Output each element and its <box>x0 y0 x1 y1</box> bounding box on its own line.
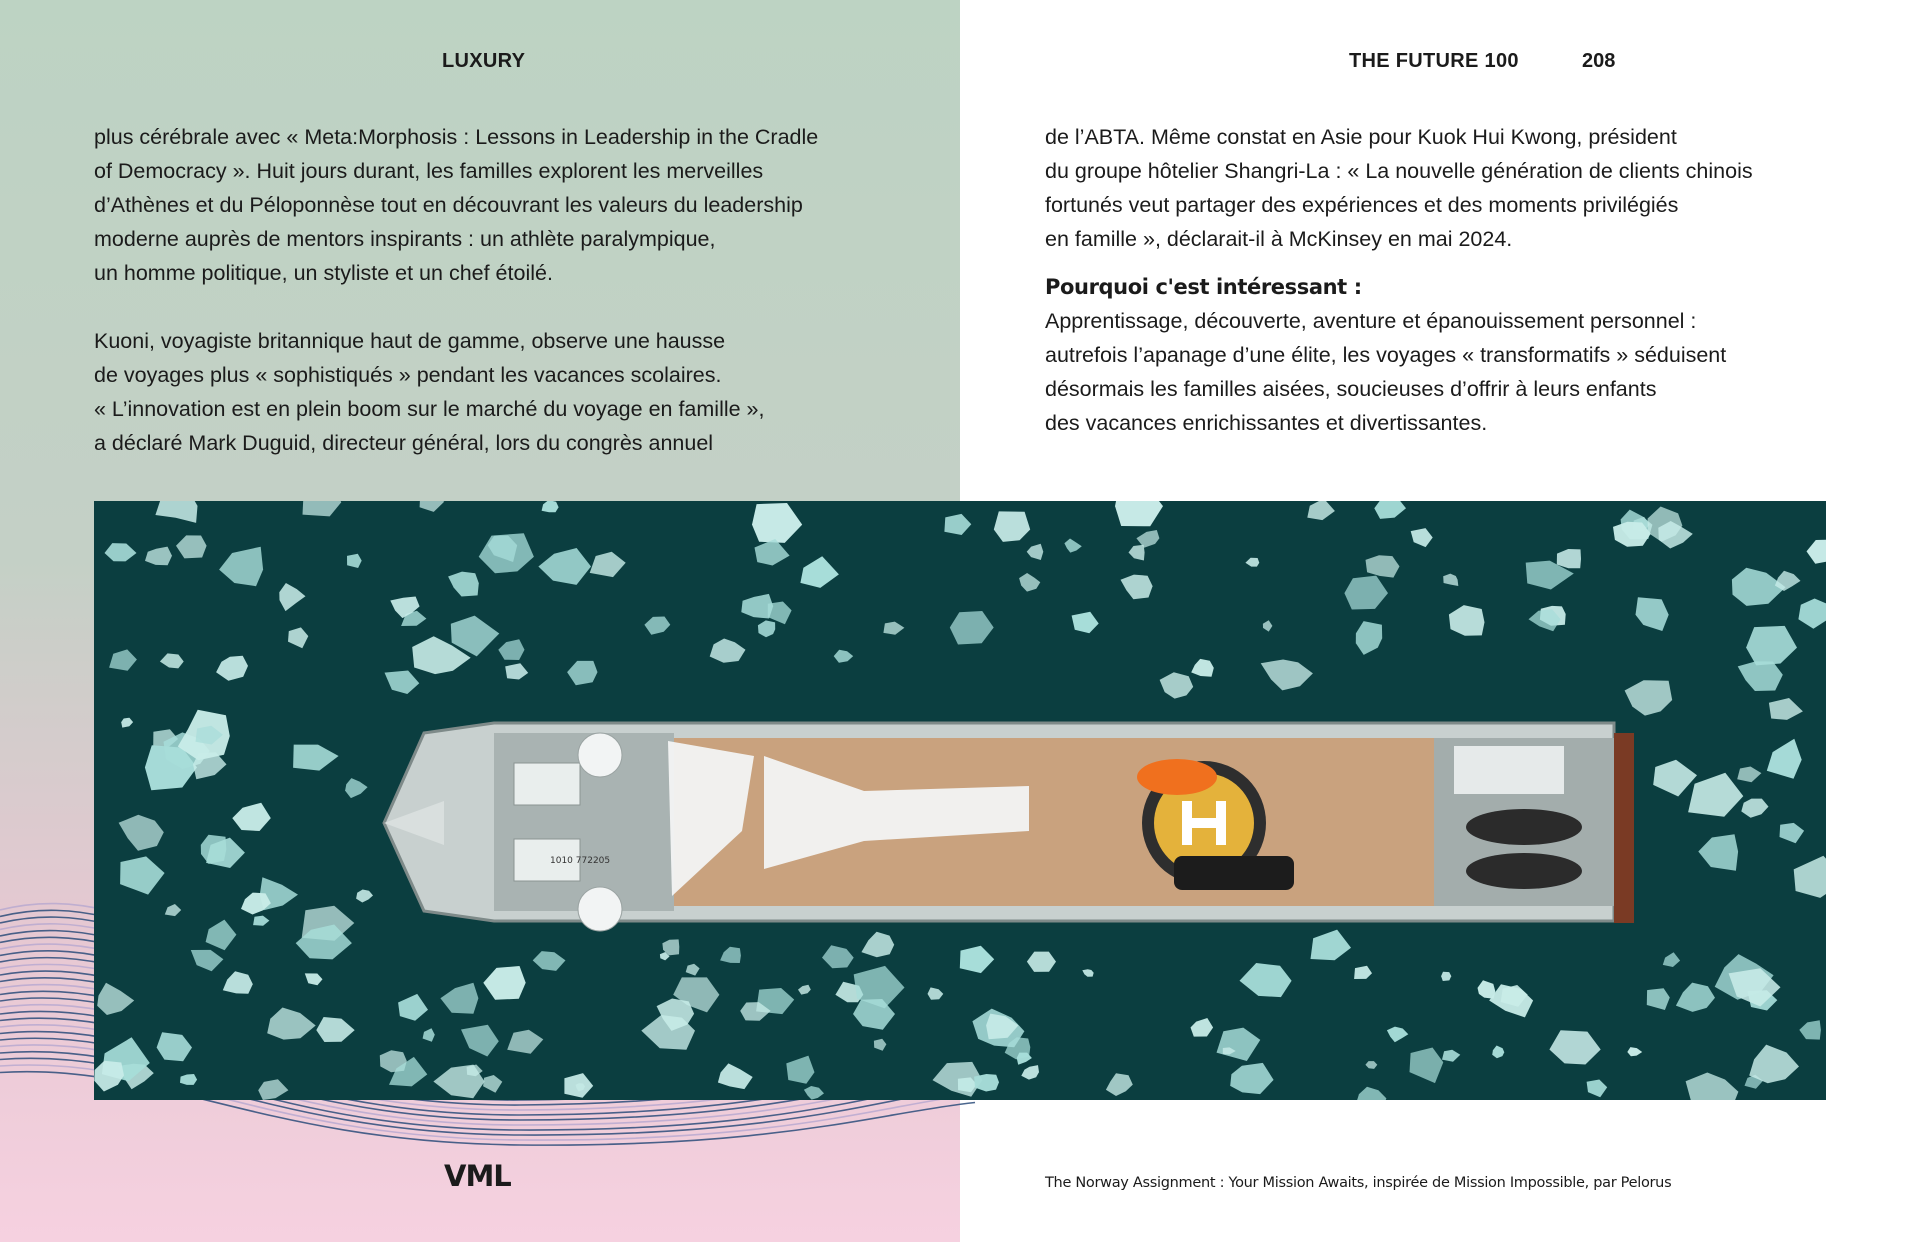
paragraph-gap <box>94 290 914 324</box>
vml-logo: VML <box>444 1159 511 1193</box>
text-line: Kuoni, voyagiste britannique haut de gamme, observe une hausse <box>94 329 726 353</box>
yacht <box>384 723 1634 931</box>
section-label: LUXURY <box>442 50 526 72</box>
text-line: autrefois l’apanage d’une élite, les voyages « transformatifs » séduisent <box>1045 343 1727 367</box>
photo-illustration <box>94 501 1826 1100</box>
text-line: de l’ABTA. Même constat en Asie pour Kuok Hui Kwong, président <box>1045 125 1677 149</box>
text-line: en famille », déclarait-il à McKinsey en mai 2024. <box>1045 227 1513 251</box>
text-line: un homme politique, un styliste et un chef étoilé. <box>94 261 553 285</box>
section-heading: Pourquoi c'est intéressant : <box>1045 275 1362 299</box>
right-text-column <box>1045 120 1875 440</box>
hull-marking: 1010 772205 <box>550 856 611 866</box>
text-line: Apprentissage, découverte, aventure et épanouissement personnel : <box>1045 309 1697 333</box>
text-line: désormais les familles aisées, soucieuses d’offrir à leurs enfants <box>1045 377 1657 401</box>
publication-title: THE FUTURE 100 <box>1349 50 1519 72</box>
text-line: d’Athènes et du Péloponnèse tout en découvrant les valeurs du leadership <box>94 193 803 217</box>
text-line: « L’innovation est en plein boom sur le marché du voyage en famille », <box>94 397 765 421</box>
photo-caption: The Norway Assignment : Your Mission Awaits, inspirée de Mission Impossible, par Pelorus <box>1045 1175 1672 1191</box>
left-text-column <box>94 120 914 460</box>
yacht-aerial-photo <box>94 501 1826 1100</box>
page-number: 208 <box>1582 50 1616 72</box>
text-line: du groupe hôtelier Shangri-La : « La nouvelle génération de clients chinois <box>1045 159 1753 183</box>
text-line: de voyages plus « sophistiqués » pendant les vacances scolaires. <box>94 363 722 387</box>
text-line: moderne auprès de mentors inspirants : un athlète paralympique, <box>94 227 716 251</box>
text-line: fortunés veut partager des expériences et des moments privilégiés <box>1045 193 1679 217</box>
text-line: a déclaré Mark Duguid, directeur général, lors du congrès annuel <box>94 431 714 455</box>
text-line: of Democracy ». Huit jours durant, les familles explorent les merveilles <box>94 159 764 183</box>
text-line: plus cérébrale avec « Meta:Morphosis : Lessons in Leadership in the Cradle <box>94 125 819 149</box>
text-line: des vacances enrichissantes et divertissantes. <box>1045 411 1488 435</box>
